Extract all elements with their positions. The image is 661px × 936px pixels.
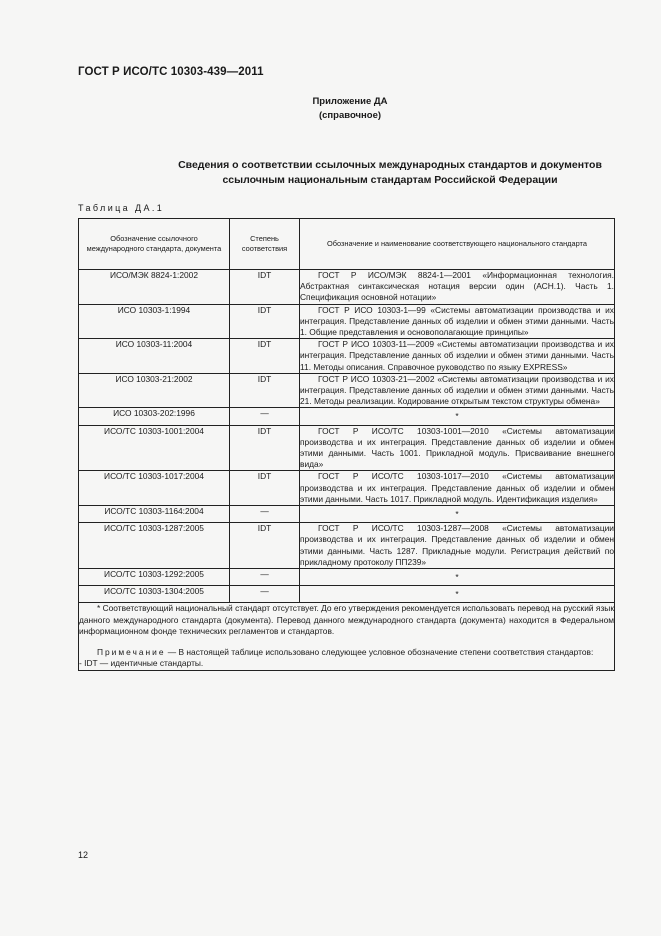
international-ref-cell: ИСО 10303-1:1994 xyxy=(79,304,230,339)
degree-cell: — xyxy=(230,569,300,586)
national-standard-cell: ГОСТ Р ИСО 10303-1—99 «Системы автоматизации производства и их интеграция. Представление данных об изделии и обмен этими данными. Часть 1. Общие представления и основополагающие принципы» xyxy=(300,304,614,338)
header-degree: Степень соответствия xyxy=(230,219,300,270)
table-notes xyxy=(79,603,615,670)
table-row xyxy=(79,339,615,374)
international-ref-cell: ИСО/ТС 10303-1304:2005 xyxy=(79,586,230,603)
degree-cell: — xyxy=(230,586,300,603)
degree-cell: — xyxy=(230,506,300,523)
international-ref-cell: ИСО/ТС 10303-1001:2004 xyxy=(79,425,230,471)
correspondence-table xyxy=(78,218,615,671)
section-title xyxy=(80,158,661,188)
national-standard-cell: * xyxy=(300,408,615,425)
appendix-subtitle: (справочное) xyxy=(318,110,382,121)
degree-cell: IDT xyxy=(230,425,300,471)
national-standard-cell: ГОСТ Р ИСО 10303-21—2002 «Системы автоматизации производства и их интеграция. Представление данных об изделии и обмен этими данными. Часть 21. Методы реализации. Кодирование открытым текстом структуры обмена» xyxy=(300,373,614,407)
table-body xyxy=(79,270,615,603)
degree-cell: — xyxy=(230,408,300,425)
degree-cell: IDT xyxy=(230,270,300,305)
national-standard-cell: * xyxy=(300,506,615,523)
degree-cell: IDT xyxy=(230,304,300,339)
degree-cell: IDT xyxy=(230,339,300,374)
table-row xyxy=(79,569,615,586)
international-ref-cell: ИСО/ТС 10303-1164:2004 xyxy=(79,506,230,523)
national-standard-cell: * xyxy=(300,569,615,586)
international-ref-cell: ИСО/ТС 10303-1287:2005 xyxy=(79,523,230,569)
table-row xyxy=(79,408,615,425)
document-code: ГОСТ Р ИСО/ТС 10303-439—2011 xyxy=(78,66,264,78)
international-ref-cell: ИСО/МЭК 8824-1:2002 xyxy=(79,270,230,305)
degree-cell: IDT xyxy=(230,523,300,569)
section-title-line-2: ссылочным национальным стандартам Российской Федерации xyxy=(222,174,558,186)
degree-cell: IDT xyxy=(230,471,300,506)
note-label: Примечание xyxy=(97,647,166,658)
section-title-line-1: Сведения о соответствии ссылочных международных стандартов и документов xyxy=(178,159,602,171)
note xyxy=(79,647,614,658)
table-row xyxy=(79,304,615,339)
table-caption: Таблица ДА.1 xyxy=(78,203,165,213)
note-legend: - IDT — идентичные стандарты. xyxy=(79,658,204,669)
international-ref-cell: ИСО/ТС 10303-1017:2004 xyxy=(79,471,230,506)
table-row xyxy=(79,506,615,523)
header-national-standard: Обозначение и наименование соответствующего национального стандарта xyxy=(300,219,615,270)
table-row xyxy=(79,471,615,506)
international-ref-cell: ИСО 10303-21:2002 xyxy=(79,373,230,408)
page-number: 12 xyxy=(78,850,89,860)
header-international-ref: Обозначение ссылочного международного стандарта, документа xyxy=(79,219,230,270)
table-header-row xyxy=(79,219,615,270)
note-text: — В настоящей таблице использовано следующее условное обозначение степени соответствия стандартов: xyxy=(165,647,594,658)
table-row xyxy=(79,425,615,471)
table-row xyxy=(79,586,615,603)
national-standard-cell: * xyxy=(300,586,615,603)
degree-cell: IDT xyxy=(230,373,300,408)
appendix-title: Приложение ДА xyxy=(312,96,388,107)
footnote: * Соответствующий национальный стандарт отсутствует. До его утверждения рекомендуется использовать перевод на русский язык данного международного стандарта (документа). Перевод данного международного стандарта (документа) находится в Федеральном информационном фонде технических регламентов и стандартов. xyxy=(79,603,614,636)
table-row xyxy=(79,270,615,305)
table-row xyxy=(79,373,615,408)
national-standard-cell: ГОСТ Р ИСО 10303-11—2009 «Системы автоматизации производства и их интеграция. Представление данных об изделии и обмен этими данными. Часть 11. Методы описания. Справочное руководство по языку EXPRESS» xyxy=(300,339,614,372)
international-ref-cell: ИСО 10303-202:1996 xyxy=(79,408,230,425)
appendix-heading xyxy=(0,95,661,123)
table-notes-row xyxy=(79,603,615,670)
table-row xyxy=(79,523,615,569)
national-standard-cell: ГОСТ Р ИСО/ТС 10303-1001—2010 «Системы автоматизации производства и их интеграция. Представление данных об изделии и обмен этими данными. Часть 1001. Прикладной модуль. Присваивание внешнего вида» xyxy=(300,425,614,470)
international-ref-cell: ИСО/ТС 10303-1292:2005 xyxy=(79,569,230,586)
international-ref-cell: ИСО 10303-11:2004 xyxy=(79,339,230,374)
national-standard-cell: ГОСТ Р ИСО/ТС 10303-1017—2010 «Системы автоматизации производства и их интеграция. Представление данных об изделии и обмен этими данными. Часть 1017. Прикладной модуль. Идентификация изделия» xyxy=(300,471,614,504)
national-standard-cell: ГОСТ Р ИСО/ТС 10303-1287—2008 «Системы автоматизации производства и их интеграция. Представление данных об изделии и обмен этими данными. Часть 1287. Прикладные модули. Регистрация действий по прикладному протоколу ПП239» xyxy=(300,523,614,567)
national-standard-cell: ГОСТ Р ИСО/МЭК 8824-1—2001 «Информационная технология. Абстрактная синтаксическая нотация версии один (АСН.1). Часть 1. Спецификация основной нотации» xyxy=(300,270,614,303)
